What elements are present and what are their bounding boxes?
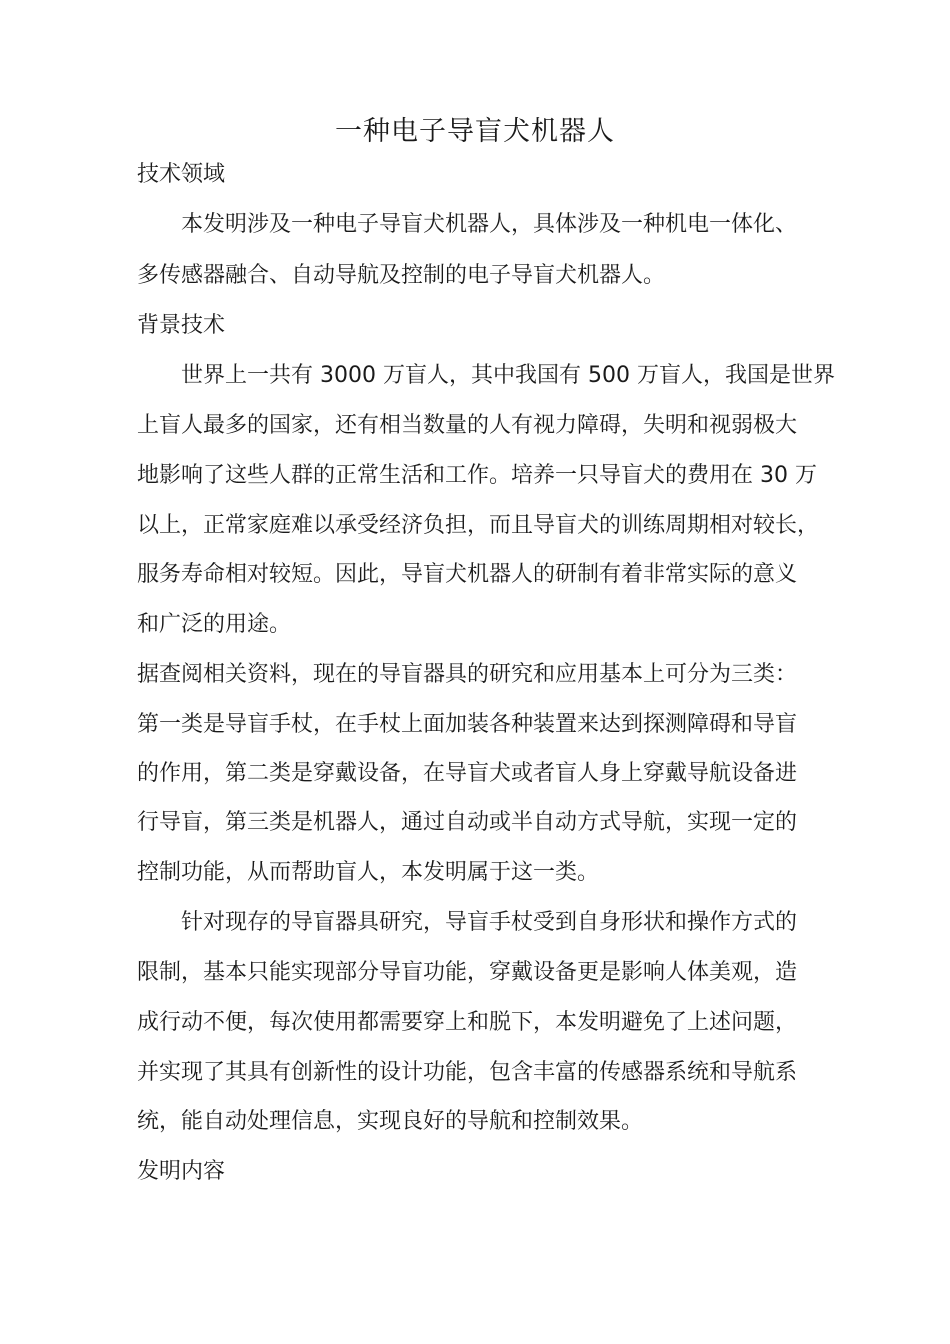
paragraph-line: 以上，正常家庭难以承受经济负担，而且导盲犬的训练周期相对较长， — [137, 513, 820, 538]
paragraph-line: 针对现存的导盲器具研究，导盲手杖受到自身形状和操作方式的 — [181, 910, 798, 935]
section-heading-technical-field: 技术领域 — [137, 162, 226, 187]
paragraph-line: 统，能自动处理信息，实现良好的导航和控制效果。 — [137, 1109, 644, 1134]
paragraph-line: 并实现了其具有创新性的设计功能，包含丰富的传感器系统和导航系 — [137, 1060, 798, 1085]
paragraph-line: 上盲人最多的国家，还有相当数量的人有视力障碍，失明和视弱极大 — [137, 413, 798, 438]
section-heading-background: 背景技术 — [137, 313, 226, 338]
paragraph-line: 多传感器融合、自动导航及控制的电子导盲犬机器人。 — [137, 263, 666, 288]
paragraph-line: 世界上一共有 3000 万盲人，其中我国有 500 万盲人，我国是世界 — [181, 363, 835, 388]
paragraph-line: 本发明涉及一种电子导盲犬机器人，具体涉及一种机电一体化、 — [181, 212, 798, 237]
paragraph-line: 成行动不便，每次使用都需要穿上和脱下，本发明避免了上述问题， — [137, 1010, 798, 1035]
paragraph-line: 第一类是导盲手杖，在手杖上面加装各种装置来达到探测障碍和导盲 — [137, 712, 798, 737]
paragraph-line: 限制，基本只能实现部分导盲功能，穿戴设备更是影响人体美观，造 — [137, 960, 798, 985]
section-heading-invention-content: 发明内容 — [137, 1159, 226, 1184]
paragraph-line: 控制功能，从而帮助盲人，本发明属于这一类。 — [137, 860, 600, 885]
paragraph-line: 服务寿命相对较短。因此，导盲犬机器人的研制有着非常实际的意义 — [137, 562, 798, 587]
paragraph-line: 行导盲，第三类是机器人，通过自动或半自动方式导航，实现一定的 — [137, 810, 798, 835]
paragraph-line: 的作用，第二类是穿戴设备，在导盲犬或者盲人身上穿戴导航设备进 — [137, 761, 798, 786]
paragraph-line: 和广泛的用途。 — [137, 612, 292, 637]
document-title: 一种电子导盲犬机器人 — [335, 116, 615, 147]
paragraph-line: 据查阅相关资料，现在的导盲器具的研究和应用基本上可分为三类： — [137, 662, 798, 687]
paragraph-line: 地影响了这些人群的正常生活和工作。培养一只导盲犬的费用在 30 万 — [137, 463, 817, 488]
